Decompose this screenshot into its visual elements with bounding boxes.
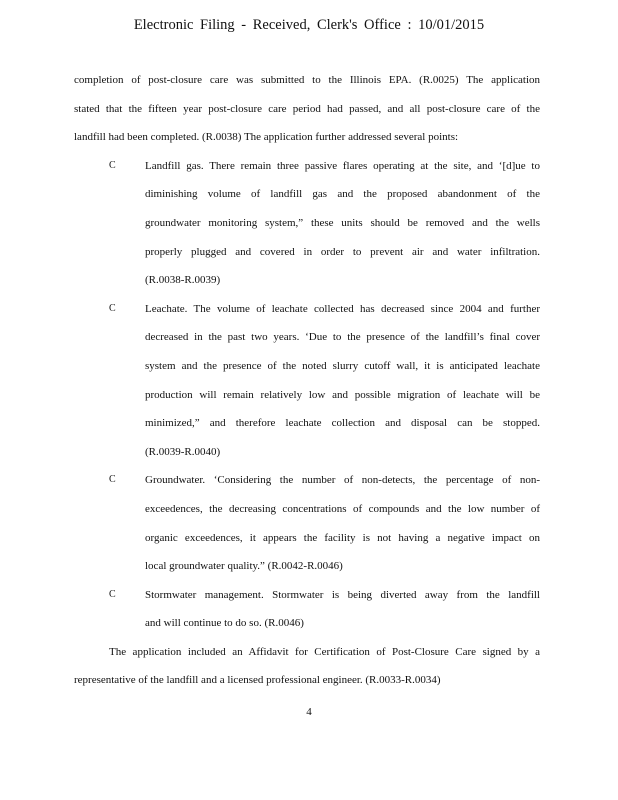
intro-paragraph (74, 66, 540, 152)
list-item-groundwater (74, 466, 540, 580)
list-line: exceedences, the decreasing concentrations of compounds and the low number of (145, 502, 540, 515)
filing-stamp-header: Electronic Filing - Received, Clerk's Office : 10/01/2015 (133, 17, 485, 33)
paragraph-line: completion of post-closure care was submitted to the Illinois EPA. (R.0025) The application (74, 74, 540, 86)
list-item-landfill-gas (74, 152, 540, 295)
bullet-marker: C (109, 474, 116, 486)
list-line: (R.0038-R.0039) (145, 274, 221, 287)
points-list (74, 152, 540, 638)
bullet-marker: C (109, 159, 116, 171)
list-line: and will continue to do so. (R.0046) (145, 617, 304, 630)
list-item-stormwater (74, 581, 540, 638)
list-item-text (145, 466, 540, 580)
list-line: system and the presence of the noted slurry cutoff wall, it is anticipated leachate (145, 359, 540, 372)
list-line: production will remain relatively low and possible migration of leachate will be (145, 388, 540, 401)
paragraph-line: stated that the fifteen year post-closure care period had passed, and all post-closure care of the (74, 102, 540, 115)
list-line: diminishing volume of landfill gas and the proposed abandonment of the (145, 188, 540, 201)
list-line: Leachate. The volume of leachate collected has decreased since 2004 and further (145, 302, 540, 315)
list-line: Groundwater. ‘Considering the number of non-detects, the percentage of non- (145, 474, 540, 487)
list-line: decreased in the past two years. ‘Due to the presence of the landfill’s final cover (145, 331, 540, 344)
list-line: local groundwater quality.” (R.0042-R.0046) (145, 560, 343, 573)
list-item-text (145, 581, 540, 638)
list-line: groundwater monitoring system,” these units should be removed and the wells (145, 216, 540, 229)
paragraph-line: The application included an Affidavit for Certification of Post-Closure Care signed by a (109, 645, 540, 658)
closing-paragraph (74, 638, 540, 695)
bullet-marker: C (109, 588, 116, 600)
list-line: Landfill gas. There remain three passive flares operating at the site, and ‘[d]ue to (145, 159, 540, 172)
list-item-text (145, 152, 540, 295)
list-line: Stormwater management. Stormwater is being diverted away from the landfill (145, 588, 540, 601)
list-line: minimized,” and therefore leachate collection and disposal can be stopped. (145, 417, 540, 430)
list-item-leachate (74, 295, 540, 467)
page-number: 4 (306, 706, 312, 718)
paragraph-line: representative of the landfill and a licensed professional engineer. (R.0033-R.0034) (74, 674, 441, 687)
paragraph-line: landfill had been completed. (R.0038) The application further addressed several points: (74, 131, 459, 144)
list-line: properly plugged and covered in order to prevent air and water infiltration. (145, 245, 540, 258)
list-line: (R.0039-R.0040) (145, 445, 221, 458)
list-item-text (145, 295, 540, 467)
list-line: organic exceedences, it appears the facility is not having a negative impact on (145, 531, 540, 544)
bullet-marker: C (109, 302, 116, 314)
document-body (74, 66, 540, 695)
